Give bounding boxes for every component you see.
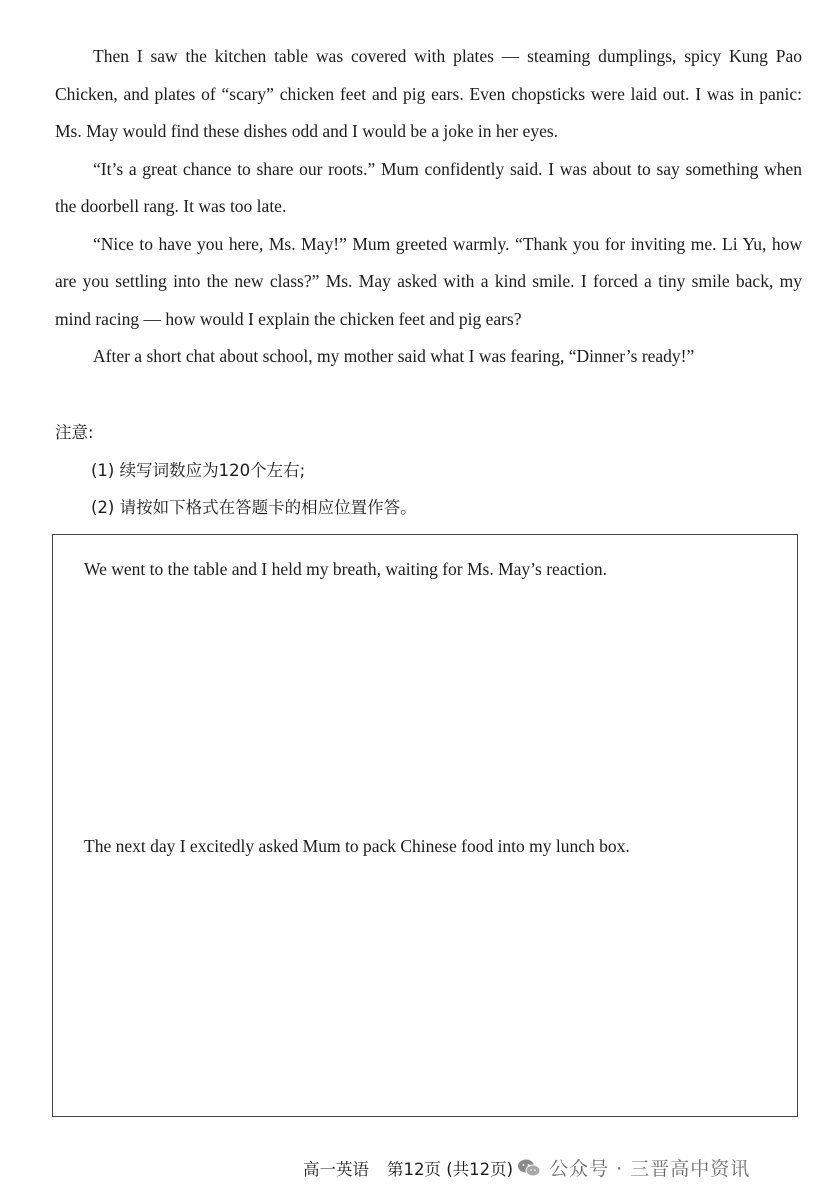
wechat-icon — [517, 1158, 541, 1178]
passage-paragraph-4: After a short chat about school, my mother said what I was fearing, “Dinner’s ready!” — [93, 346, 695, 366]
paragraph-starter-1: We went to the table and I held my breath, waiting for Ms. May’s reaction. — [84, 559, 607, 579]
page-footer — [303, 1154, 750, 1181]
notes-heading: 注意: — [55, 423, 94, 442]
notes-item-2: (2) 请按如下格式在答题卡的相应位置作答。 — [91, 498, 417, 517]
passage-paragraph-3: “Nice to have you here, Ms. May!” Mum greeted warmly. “Thank you for inviting me. Li Yu, how are you settling into the new class?” Ms. May asked with a kind smile. I forced a tiny smile back, my mind racing — how would I explain the chicken feet and pig ears? — [55, 233, 802, 329]
page-number: 第12页 (共12页) — [387, 1159, 514, 1179]
watermark — [517, 1154, 750, 1181]
answer-box — [52, 534, 798, 1117]
notes-section — [55, 414, 802, 527]
watermark-text: 公众号 · 三晋高中资讯 — [549, 1158, 751, 1180]
notes-item-1: (1) 续写词数应为120个左右; — [91, 460, 306, 480]
passage-paragraph-2: “It’s a great chance to share our roots.” Mum confidently said. I was about to say something when the doorbell rang. It was too late. — [55, 158, 802, 216]
passage-paragraph-1: Then I saw the kitchen table was covered with plates — steaming dumplings, spicy Kung Pao Chicken, and plates of “scary” chicken feet and pig ears. Even chopsticks were laid out. I was in panic: Ms. May would find these dishes odd and I would be a joke in her eyes. — [55, 46, 802, 141]
subject-label: 高一英语 — [303, 1159, 369, 1179]
story-passage — [55, 38, 802, 376]
paragraph-starter-2: The next day I excitedly asked Mum to pack Chinese food into my lunch box. — [84, 836, 630, 856]
